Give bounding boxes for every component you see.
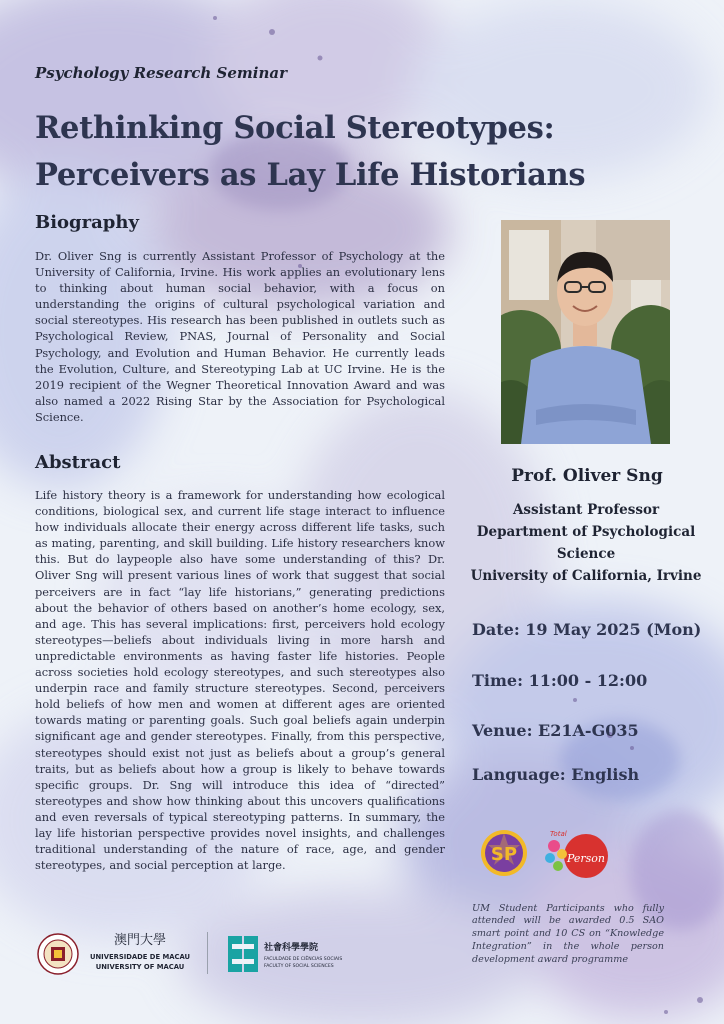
page-title — [35, 105, 675, 199]
award-note: UM Student Participants who fully attended will be awarded 0.5 SAO smart point and 10 CS on “Knowledge Integration” in the whole person development award programme — [472, 902, 664, 965]
faculty-of-social-sciences-logo — [226, 932, 356, 976]
um-portuguese-name: UNIVERSIDADE DE MACAU — [89, 953, 191, 961]
logo-divider — [207, 932, 208, 974]
title-line-2: Perceivers as Lay Life Historians — [35, 157, 586, 193]
event-date: Date: 19 May 2025 (Mon) — [472, 620, 702, 639]
speaker-titles — [468, 499, 704, 587]
speaker-position: Assistant Professor — [512, 502, 660, 518]
fss-english-name: FACULTY OF SOCIAL SCIENCES — [264, 964, 334, 969]
speaker-department-line-2: Science — [556, 546, 616, 562]
speaker-name: Prof. Oliver Sng — [511, 466, 663, 486]
sp-logo-text: SP — [490, 844, 518, 865]
speaker-university: University of California, Irvine — [470, 568, 702, 584]
event-venue: Venue: E21A-G035 — [472, 721, 639, 740]
sp-logo — [480, 829, 528, 877]
biography-heading: Biography — [35, 212, 139, 233]
biography-text: Dr. Oliver Sng is currently Assistant Professor of Psychology at the University of California, Irvine. His work applies an evolutionary lens to thinking about human social behavior, with a focus on understanding the origins of cultural psychological variation and social stereotypes. His research has been published in outlets such as Psychological Review, PNAS, Journal of Personality and Social Psychology, and Evolution and Human Behavior. He currently leads the Evolution, Culture, and Stereotyping Lab at UC Irvine. He is the 2019 recipient of the Wegner Theoretical Innovation Award and was also named a 2022 Rising Star by the Association for Psychological Science. — [35, 249, 445, 424]
fss-chinese-name: 社會科學學院 — [264, 943, 319, 953]
speaker-department-line-1: Department of Psychological — [476, 524, 696, 540]
person-logo-text: Person — [566, 852, 606, 865]
event-language: Language: English — [472, 765, 640, 784]
fss-portuguese-name: FACULDADE DE CIÊNCIAS SOCIAIS — [264, 957, 343, 962]
event-time: Time: 11:00 - 12:00 — [472, 671, 648, 690]
person-logo-top-text: Total — [550, 830, 567, 838]
abstract-text: Life history theory is a framework for understanding how ecological conditions, biological sex, and current life stage interact to influence how individuals allocate their energy across different life tasks, such as mating, parenting, and skill building. Life history researchers know this. But do laypeople also have some understanding of this? Dr. Oliver Sng will present various lines of work that suggest that social perceivers are in fact “lay life historians,” generating predictions about the behavior of others based on another’s home ecology, sex, and age. This has several implications: first, perceivers hold ecology stereotypes—beliefs about individuals living in more harsh and unpredictable environments as having faster life histories. People across societies hold ecology stereotypes, and such stereotypes also underpin race and family structure stereotypes. Second, perceivers hold beliefs of how men and women at different ages are oriented towards mating or parenting goals. Such goal beliefs again underpin significant age and gender stereotypes. Finally, from this perspective, stereotypes should exist not just as beliefs about a group’s general traits, but as beliefs about how a group is likely to behave towards specific groups. Dr. Sng will introduce this idea of “directed” stereotypes and show how thinking about this uncovers qualifications and even reversals of typical stereotyping patterns. In summary, the lay life historian perspective provides novel insights, and challenges traditional understanding of the nature of race, age, and gender stereotypes, and social perception at large. — [35, 488, 445, 873]
um-chinese-name: 澳門大學 — [113, 933, 167, 948]
um-english-name: UNIVERSITY OF MACAU — [95, 963, 185, 971]
speaker-photo — [501, 220, 670, 444]
abstract-heading: Abstract — [35, 452, 121, 473]
series-label: Psychology Research Seminar — [35, 64, 287, 82]
title-line-1: Rethinking Social Stereotypes: — [35, 110, 555, 146]
whole-person-logo — [540, 826, 612, 880]
university-of-macau-logo — [36, 932, 196, 976]
